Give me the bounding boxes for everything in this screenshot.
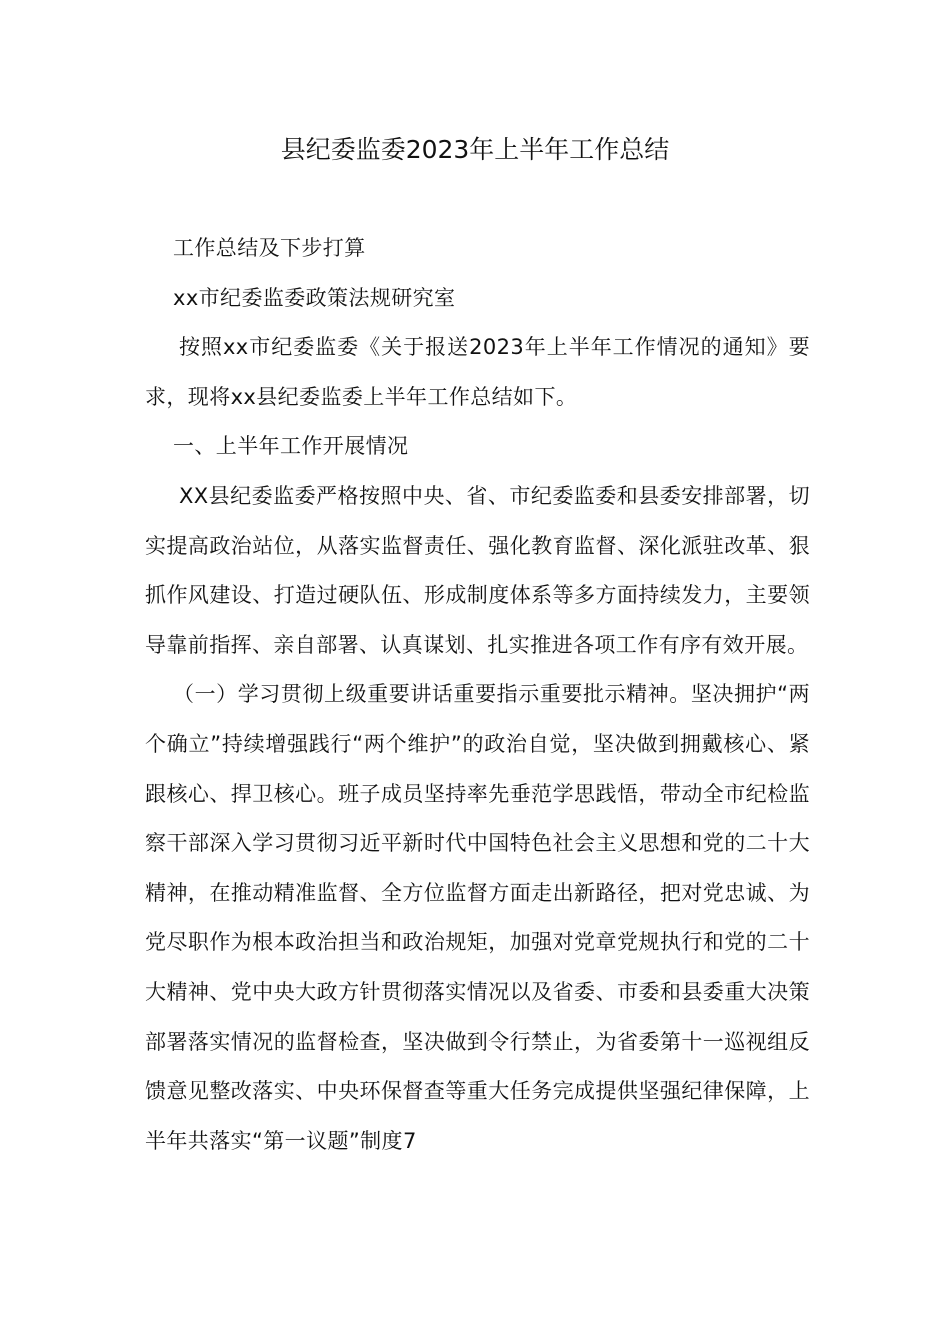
section-heading-1: 一、上半年工作开展情况 xyxy=(173,434,409,459)
paragraph-intro: 按照xx市纪委监委《关于报送2023年上半年工作情况的通知》要求，现将xx县纪委监委上半年工作总结如下。 xyxy=(145,335,810,409)
paragraph-subtitle: 工作总结及下步打算 xyxy=(173,236,366,260)
paragraph-department: xx市纪委监委政策法规研究室 xyxy=(173,285,456,310)
document-title: 县纪委监委2023年上半年工作总结 xyxy=(280,135,670,164)
paragraph-overview: XX县纪委监委严格按照中央、省、市纪委监委和县委安排部署，切实提高政治站位，从落实监督责任、强化教育监督、深化派驻改革、狠抓作风建设、打造过硬队伍、形成制度体系等多方面持续发力，主要领导靠前指挥、亲自部署、认真谋划、扎实推进各项工作有序有效开展。 xyxy=(145,483,810,657)
document-body xyxy=(145,224,810,1166)
paragraph-item-1: （一）学习贯彻上级重要讲话重要指示重要批示精神。坚决拥护“两个确立”持续增强践行“两个维护”的政治自觉，坚决做到拥戴核心、紧跟核心、捍卫核心。班子成员坚持率先垂范学思践悟，带动全市纪检监察干部深入学习贯彻习近平新时代中国特色社会主义思想和党的二十大精神，在推动精准监督、全方位监督方面走出新路径，把对党忠诚、为党尽职作为根本政治担当和政治规矩，加强对党章党规执行和党的二十大精神、党中央大政方针贯彻落实情况以及省委、市委和县委重大决策部署落实情况的监督检查，坚决做到令行禁止，为省委第十一巡视组反馈意见整改落实、中央环保督查等重大任务完成提供坚强纪律保障，上半年共落实“第一议题”制度7 xyxy=(145,682,810,1153)
